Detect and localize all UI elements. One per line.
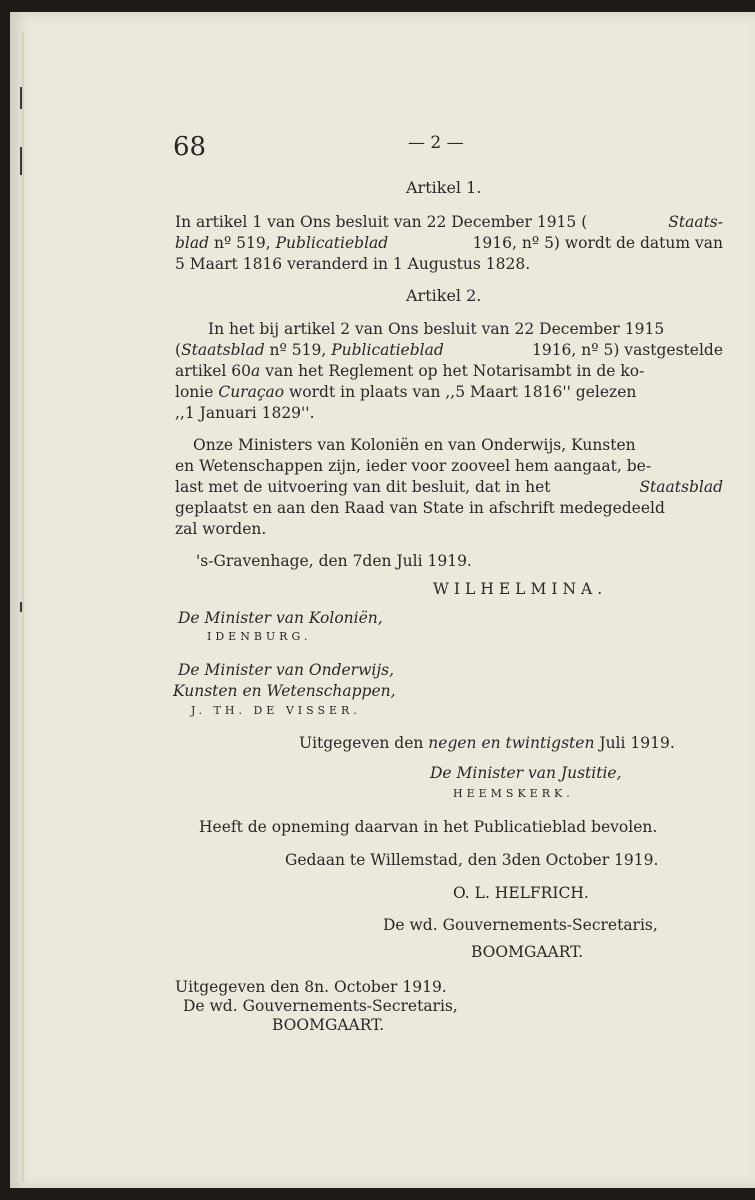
ministers-line: Onze Ministers van Koloniën en van Onderwijs, Kunsten	[193, 436, 636, 454]
ministers-line: geplaatst en aan den Raad van State in afschrift medegedeeld	[175, 499, 665, 517]
article-2-heading: Artikel 2.	[406, 286, 482, 305]
minister-kolonien-name: IDENBURG.	[207, 630, 312, 643]
footer-secretary-title: De wd. Gouvernements-Secretaris,	[183, 997, 458, 1015]
minister-justitie-name: HEEMSKERK.	[453, 787, 574, 800]
article-2-line: ,,1 Januari 1829''.	[175, 404, 315, 422]
minister-justitie-title: De Minister van Justitie,	[430, 764, 622, 782]
footer-secretary-name: BOOMGAART.	[272, 1016, 385, 1034]
minister-onderwijs-name: J. TH. DE VISSER.	[191, 704, 361, 717]
binding-mark	[20, 602, 22, 612]
publication-order: Heeft de opneming daarvan in het Publicatieblad bevolen.	[199, 818, 658, 836]
minister-onderwijs-title: Kunsten en Wetenschappen,	[173, 682, 396, 700]
article-1-line: blad nº 519, Publicatieblad 1916, nº 5) wordt de datum van	[175, 234, 723, 252]
article-2-line: artikel 60a van het Reglement op het Notarisambt in de ko-	[175, 362, 645, 380]
article-2-line: In het bij artikel 2 van Ons besluit van 22 December 1915	[208, 320, 665, 338]
signature-queen: WILHELMINA.	[433, 580, 608, 598]
minister-kolonien-title: De Minister van Koloniën,	[178, 609, 383, 627]
article-1-line: 5 Maart 1816 veranderd in 1 Augustus 1828.	[175, 255, 531, 273]
issued-line: Uitgegeven den negen en twintigsten Juli 1919.	[299, 734, 675, 752]
ministers-line: en Wetenschappen zijn, ieder voor zooveel hem aangaat, be-	[175, 457, 652, 475]
article-2-line: lonie Curaçao wordt in plaats van ,,5 Maart 1816'' gelezen	[175, 383, 637, 401]
document-page	[10, 12, 755, 1188]
binding-mark	[20, 147, 22, 175]
article-2-line: (Staatsblad nº 519, Publicatieblad 1916, nº 5) vastgestelde	[175, 341, 723, 359]
ministers-line: zal worden.	[175, 520, 267, 538]
footer-issued: Uitgegeven den 8n. October 1919.	[175, 978, 447, 996]
governor-signature: O. L. HELFRICH.	[453, 884, 589, 902]
secretary-name: BOOMGAART.	[471, 943, 584, 961]
minister-onderwijs-title: De Minister van Onderwijs,	[178, 661, 395, 679]
article-1-heading: Artikel 1.	[406, 178, 482, 197]
article-1-line: In artikel 1 van Ons besluit van 22 December 1915 ( Staats-	[175, 213, 723, 231]
page-number: 68	[173, 132, 207, 162]
page-edge	[22, 32, 24, 1182]
binding-mark	[20, 87, 22, 109]
secretary-title: De wd. Gouvernements-Secretaris,	[383, 916, 658, 934]
ministers-line: last met de uitvoering van dit besluit, dat in het Staatsblad	[175, 478, 723, 496]
place-date: 's-Gravenhage, den 7den Juli 1919.	[196, 552, 472, 570]
done-at: Gedaan te Willemstad, den 3den October 1919.	[285, 851, 659, 869]
header-center: — 2 —	[408, 133, 464, 153]
